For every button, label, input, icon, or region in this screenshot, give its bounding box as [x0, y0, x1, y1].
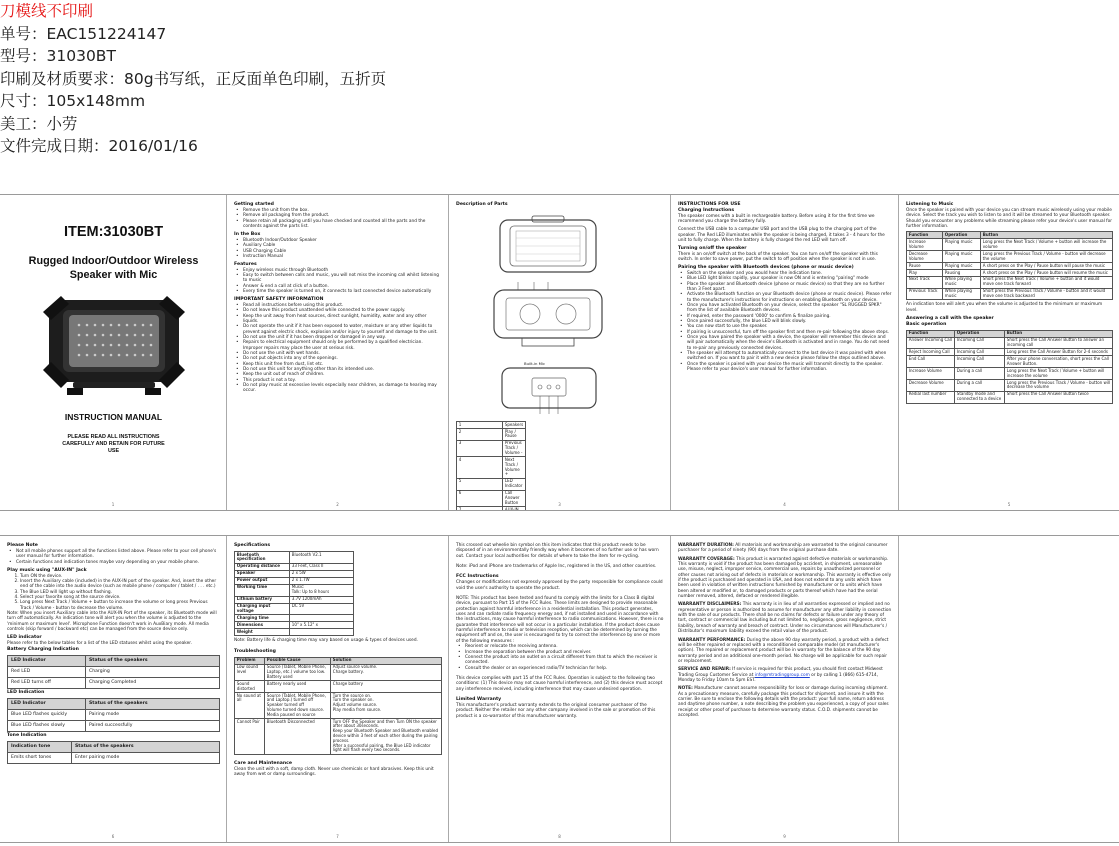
- music-controls-table: Function Operation Button Increase Volume Playing music Long press the Next Track / Volume + button will increase the volume Decrease Volume Playing music Long press the Previous Track / Volume - button will decrease the volume Pause Playing music A short press on the Play / Pause button will pause the music Play Pausing A short press on the Play / Pause button will resume the music Next Track While playing music Short press the Next Track / Volume + button and it would move one track forward Previous Track While playing music Short press the Previous Track / Volume - button and it would move one track backward: [906, 231, 1113, 300]
- list-item: • Every time the speaker is turned on, it connects to last connected device automatically: [234, 289, 442, 294]
- specifications-panel: [226, 536, 448, 842]
- list-item: • Do not play music at excessive levels especially near children, as damage to hearing may occur.: [234, 383, 442, 394]
- led-indication-table: LED Indicator Status of the speakers Blue LED flashes quickly Pairing mode Blue LED flashes slowly Paired successfully: [7, 698, 220, 732]
- section-heading: Care and Maintenance: [234, 760, 293, 766]
- list-item: • USB Charging Cable: [234, 249, 442, 254]
- table-row: Previous Track While playing music Short press the Previous Track / Volume - button and it would move one track backward: [907, 288, 1113, 300]
- table-row: Speaker 2 x 5W: [235, 570, 354, 577]
- table-row: Charging time: [235, 615, 354, 622]
- order-info-header: [0, 0, 480, 158]
- table-row: Sound distorted Battery nearly used Charge battery: [235, 681, 442, 693]
- list-item: • Once you have paired the speaker with a device, the speaker will remember this device and will pair automatically when the device's Bluetooth is activated and in range. You do not need to re-pair any previously connected devices.: [678, 335, 892, 351]
- cover-panel: [0, 195, 226, 510]
- list-item: • The speaker will attempt to automatically connect to the last device it was paired with when switched on. If you want to pair it with a new device please follow the steps outlined above.: [678, 351, 892, 362]
- table-row: End Call Incoming Call After your phone conversation, short press the Call Answer Button.: [907, 356, 1113, 368]
- table-row: Next Track While playing music Short press the Next Track / Volume + button and it would move one track forward: [907, 276, 1113, 288]
- paragraph: Note: When you insert Auxiliary cable into the AUX-IN Port of the speaker, its Bluetooth mode will turn off automatically. An indication tone will alert you when the volume is adjusted to the 'minimum or maximum level'. Microphone Function doesn't work in AuxBiary mode. All media controls (skip forward / backward etc) can be managed from the source device only.: [7, 610, 217, 632]
- section-heading: Tone Indication: [7, 733, 47, 739]
- section-heading: Answering a call with the speaker: [906, 315, 994, 321]
- speaker-product-image: [39, 292, 189, 398]
- table-row: Decrease Volume Playing music Long press the Previous Track / Volume - button will decrease the volume: [907, 251, 1113, 263]
- paragraph: Note: Battery life & charging time may vary based on usage & types of devices used.: [234, 638, 418, 644]
- list-item: 1. Turn ON the device.: [20, 574, 220, 579]
- list-item: • Instruction Manual: [234, 254, 442, 259]
- table-row: Red LED turns off Charging Completed: [8, 678, 220, 689]
- list-item: • Do not put objects into any of the openings.: [234, 356, 442, 361]
- warranty-disclaimers: WARRANTY DISCLAIMERS: This warranty is in lieu of all warranties expressed or implied and no representative or person is authorized to assume for manufacturer any other liability in connection with the sale of our products. There shall be no claims for defects or failure under any theory of tort, contract or commercial law including but not limited to, negligence, gross negligence, strict liability, breach of warranty and breach of contract. Under no circumstances will Manufacturer's / Distributor's maximum liability exceed the retail value of the product.: [678, 602, 892, 635]
- list-item: • If pairing is unsuccessful, turn off the speaker first and then re-pair following the above steps.: [678, 330, 892, 335]
- list-item: • This product is not a toy.: [234, 378, 442, 383]
- list-item: • If required, enter the password '0000' to confirm & finalize pairing.: [678, 314, 892, 319]
- list-item: • Do not use the unit with wet hands.: [234, 351, 442, 356]
- paragraph: Clean the unit with a soft, damp cloth. Never use chemicals or hard abrasives. Keep this unit away from wet or damp surroundings.: [234, 766, 434, 778]
- fcc-panel: [448, 536, 670, 842]
- list-item: • Auxiliary Cable: [234, 243, 442, 248]
- section-heading: Description of Parts: [456, 202, 508, 207]
- table-row: Increase Volume Playing music Long press the Next Track / Volume + button will increase the volume: [907, 239, 1113, 251]
- list-item: • Once the speaker is paired with your device the music will transmit directly to the speaker. Please refer to your device's user manual for further information.: [678, 362, 892, 373]
- list-item: • Blue LED light blinks rapidly, your speaker is now ON and is entering "pairing" mode: [678, 276, 892, 281]
- built-in-mic-label: Built-in Mic: [524, 361, 546, 366]
- paragraph: The speaker comes with a built in rechargeable battery. Before using it for the first time we recommend you charge the battery fully.: [678, 214, 875, 225]
- list-item: 2. Insert the Auxiliary cable (included) in the AUX-IN port of the speaker. And, insert the other end of the cable into the audio device (such as mobile phone / computer / tablet / . . . etc.): [20, 579, 220, 590]
- header-line: 文件完成日期：2016/01/16: [0, 137, 198, 155]
- table-row: Pause Playing music A short press on the Play / Pause button will pause the music: [907, 262, 1113, 269]
- paragraph: There is an on/off switch at the back of the speaker. You can turn on/off the speaker with this switch. In order to save power, put the switch to off position when the speaker is not in use.: [678, 251, 878, 263]
- parts-panel: [448, 195, 670, 510]
- page-number: 2: [336, 502, 339, 507]
- warranty-panel: [670, 536, 898, 842]
- table-row: Decrease Volume During a call Long press the Previous Track / Volume - button will decrease the volume: [907, 379, 1113, 391]
- section-heading: Charging Instructions: [678, 208, 735, 213]
- list-item: • Keep the unit away from heat sources, direct sunlight, humidity, water and any other liquids.: [234, 314, 442, 325]
- section-heading: Pairing the speaker with Bluetooth devices (phone or music device): [678, 264, 854, 270]
- section-heading: Play music using "AUX-IN" Jack: [7, 567, 87, 573]
- list-item: • Do not operate the unit if it has been exposed to water, moisture or any other liquids to prevent against electric shock, explosion and/or injury to yourself and damage to the unit.: [234, 324, 442, 335]
- speaker-front-diagram: [488, 280, 608, 350]
- table-row: Dimensions 10" x 5.12" x: [235, 622, 354, 629]
- shipping-note: NOTE: Manufacturer cannot assume responsibility for loss or damage during incoming shipment. As a precautionary measure, carefully package this product for shipment, and insure it with the carrier. Be sure to enclose the following details with the product: your full name, return address and daytime phone number, a note describing the problem you experienced, a copy of your sales receipt or other proof of purchase to determine warranty status. C.O.D. shipments cannot be accepted.: [678, 686, 889, 718]
- table-row: Bluetooth specification Bluetooth V2.1: [235, 552, 354, 564]
- parts-table: 1 Speakers 2 Play / Pause 3 Previous Track / Volume - 4 Next Track / Volume + 5 LED Indicator 6 Call Answer Button 7 AUX-IN: [456, 421, 526, 510]
- list-item: • Remove all packaging from the product.: [234, 213, 442, 218]
- blank-panel: [898, 536, 1119, 842]
- product-name: Rugged Indoor/Outdoor Wireless Speaker with Mic: [28, 255, 199, 281]
- list-item: • Read all instructions before using this product.: [234, 303, 442, 308]
- section-heading: Limited Warranty: [456, 696, 502, 702]
- paragraph: Please refer to the below tables for a list of the LED statuses whilst using the speaker.: [7, 640, 192, 646]
- list-item: • Connect the product into an outlet on a circuit different from that to which the receiver is connected.: [456, 655, 664, 666]
- service-and-repair: SERVICE AND REPAIR: If service is required for this product, you should first contact Midwest Trading Group Customer Service at info@mtradinggroup.com or by calling 1 (866) 615-4714, Monday to Friday 10am to 5pm EST.: [678, 667, 883, 683]
- read-notice: PLEASE READ ALL INSTRUCTIONS CAREFULLY AND RETAIN FOR FUTURE USE: [62, 434, 165, 454]
- paragraph: This device complies with part 15 of the FCC Rules. Operation is subject to the following two conditions: (1) This device may not cause harmful interference, and (2) this device must accept any interference received, including interference that may cause undesired operation.: [456, 675, 663, 692]
- section-heading: Specifications: [234, 543, 271, 548]
- list-item: • Remove the unit from the box.: [234, 208, 442, 213]
- header-line: 美工：小劳: [0, 114, 78, 133]
- item-number: ITEM:31030BT: [63, 224, 164, 240]
- list-item: • Bluetooth Indoor/Outdoor Speaker: [234, 238, 442, 243]
- paragraph: Connect the USB cable to a computer USB port and the USB plug to the charging port of the speaker. The Red LED illuminates while the speaker is being charged, it takes 3 - 4 hours for the unit to fully charge. When the battery is fully charged the red LED will turn off.: [678, 227, 885, 243]
- table-row: Power output 2 x 1.7W: [235, 577, 354, 584]
- list-item: • Certain functions and indication tones maybe vary depending on your mobile phone.: [7, 560, 220, 565]
- section-heading: Troubleshooting: [234, 648, 276, 654]
- table-row: Increase Volume During a call Long press the Next Track / Volume + button will increase the volume: [907, 368, 1113, 380]
- back-side-row: [0, 535, 1119, 843]
- specifications-table: [234, 551, 354, 636]
- page-number: 5: [1007, 502, 1011, 507]
- list-item: • Reorient or relocate the receiving antenna.: [456, 644, 664, 649]
- speaker-back-diagram: [494, 360, 604, 420]
- table-row: Weight: [235, 629, 354, 636]
- paragraph: This crossed out wheelie bin symbol on this item indicates that this product needs to be disposed of in an environmentally friendly way when it becomes of no further use or has worn out. Contact your local authorities for details of where to take the item for re-cycling.: [456, 543, 659, 559]
- troubleshooting-table: Problem Possible Cause Solution Low sound level Source (Tablet, Mobile Phone, Laptop, etc.) volume too low. Battery used Adjust source volume. Charge battery. Sound distorted Battery nearly used Charge battery No sound at all Source (Tablet, Mobile Phone, and Laptop.) turned off Speaker turned off Volume turned down source. Media paused on source Turn the source on. Turn the speaker on. Adjust volume source. Play media from source. Cannot Pair Bluetooth Disconnected Turn OFF the Speaker and then Turn ON the speaker after about 30seconds. Keep your Bluetooth Speaker and Bluetooth enabled device within 3 feet of each other during the pairing process. After a successful pairing, the Blue LED indicator light will flash every two seconds.: [234, 657, 442, 755]
- section-heading: LED Indication: [7, 690, 45, 696]
- getting-started-panel: [226, 195, 448, 510]
- list-item: • Do not use the unit if it has been dropped or damaged in any way.: [234, 335, 442, 340]
- page-number: 3: [558, 502, 561, 507]
- table-row: Operating distance 33 Feet, Class II: [235, 563, 354, 570]
- list-item: • Repairs to electrical equipment should only be performed by a qualified electrician. Improper repairs may place the user at serious risk.: [234, 340, 442, 351]
- table-row: Blue LED flashes quickly Pairing mode: [8, 710, 220, 721]
- instructions-panel: [670, 195, 898, 510]
- page-number: 1: [111, 502, 115, 507]
- section-heading: Listening to Music: [906, 202, 954, 207]
- list-item: • Please retain all packaging until you have checked and counted all the parts and the contents against the parts list.: [234, 219, 442, 230]
- table-row: Reject Incoming Call Incoming Call Long press the Call Answer Button for 2-4 seconds: [907, 349, 1113, 356]
- list-item: • Do not use this unit for anything other than its intended use.: [234, 367, 442, 372]
- paragraph: Changes or modifications not expressly approved by the party responsible for compliance could void the user's authority to operate the product.: [456, 580, 663, 591]
- table-row: Emits short tones Enter pairing mode: [8, 753, 220, 764]
- section-heading: IMPORTANT SAFETY INFORMATION: [234, 296, 324, 302]
- table-row: Working time Music: Talk: Up to 8 hours: [235, 584, 354, 596]
- table-row: Cannot Pair Bluetooth Disconnected Turn OFF the Speaker and then Turn ON the speaker after about 30seconds. Keep your Bluetooth Speaker and Bluetooth enabled device within 3 feet of each other during the pairing process. After a successful pairing, the Blue LED indicator light will flash every two seconds.: [235, 719, 442, 755]
- section-heading: LED indicator: [7, 634, 42, 640]
- page-number: 9: [783, 834, 786, 839]
- front-side-row: [0, 194, 1119, 511]
- list-item: • Keep the unit out of reach of children.: [234, 372, 442, 377]
- paragraph: Note: iPod and iPhone are trademarks of Apple Inc, registered in the US, and other countries.: [456, 564, 657, 570]
- list-item: 5. Long press Next Track / Volume + button to increase the volume or long press Previous Track / Volume - button to decrease the volume.: [20, 600, 220, 611]
- notes-led-panel: [0, 536, 226, 842]
- instruction-manual-label: INSTRUCTION MANUAL: [64, 412, 163, 422]
- paragraph: Once the speaker is paired with your device you can stream music wirelessly using your mobile device. Select the track you wish to listen to and it will be streamed to your Bluetooth speaker. Should you encounter any problems while streaming please refer your device's user manual for further information.: [906, 208, 1113, 230]
- list-item: • Enjoy wireless music through Bluetooth: [234, 268, 442, 273]
- page-number: 7: [336, 834, 339, 839]
- list-item: • Easy to switch between calls and music, you will not miss the incoming call whilst listening to music: [234, 273, 442, 284]
- built-in-mic-callout: [524, 350, 564, 366]
- table-row: Charging input voltage DC 5V: [235, 603, 354, 615]
- list-item: • Switch on the speaker and you would hear the indication tone.: [678, 271, 892, 276]
- section-heading: In the Box: [234, 231, 261, 237]
- list-item: • Answer & end a call at click of a button.: [234, 284, 442, 289]
- list-item: • Not all mobile phones support all the functions listed above. Please refer to your cell phone's user manual for further information.: [7, 549, 220, 560]
- section-heading: FCC Instructions: [456, 574, 499, 580]
- warranty-coverage: WARRANTY COVERAGE: This product is warranted against defective materials or workmanship. This warranty is void if the product has been damaged by accident, in shipment, unreasonable use, misuse, neglect, improper service, commercial use, repairs by unauthorized personnel or other causes not arising out of defects in materials or workmanship. This warranty is effective only if the product is purchased and operated in USA, and does not extend to any units which have been used in violation of written instructions furnished by manufacturer or to units which have been altered or modified or, to damaged products or parts thereof which have had the serial number removed, altered, defaced or rendered illegible.: [678, 556, 892, 600]
- support-email-link[interactable]: info@mtradinggroup.com: [754, 672, 810, 678]
- section-heading: Turning on/off the speaker: [678, 245, 747, 251]
- list-item: • Once paired successfully, the blue LED will blink slowly.: [678, 319, 892, 324]
- list-item: • You can now start to use the speaker.: [678, 324, 892, 329]
- table-row: Red LED Charging: [8, 667, 220, 678]
- section-heading: Features: [234, 261, 257, 267]
- paragraph: NOTE: This product has been tested and found to comply with the limits for a Class B digital device, pursuant to Part 15 of the FCC Rules. These limits are designed to provide reasonable protection against harmful interference in a residential installation. This product generates, uses and can radiate radio frequency energy and, if not installed and used in accordance with the instructions, may cause harmful interference to radio communications. However, there is no guarantee that interference will not occur in a particular installation. If the product does cause harmful interference to radio or television reception, which can be determined by turning the equipment off and on, the user is encouraged to try to correct the interference by one or more of the following measures :: [456, 596, 664, 644]
- paragraph: An indication tone will alert you when the volume is adjusted to the minimum or maximum level.: [906, 302, 1103, 313]
- music-panel: [898, 195, 1119, 510]
- section-heading: INSTRUCTIONS FOR USE: [678, 202, 741, 207]
- warranty-performance: WARRANTY PERFORMANCE: During the above 90 day warranty period, a product with a defect will be either repaired or replaced with a reconditioned comparable model (at manufacturer's option). The repaired or replacement product will be in warranty for the balance of the 90 day warranty period and an additional one-month period. No charge will be applicable for such repair or replacement.: [678, 637, 889, 664]
- list-item: • Keep this unit free from dust, lint etc.: [234, 362, 442, 367]
- table-row: No sound at all Source (Tablet, Mobile Phone, and Laptop.) turned off Speaker turned off Volume turned down source. Media paused on source Turn the source on. Turn the speaker on. Adjust volume source. Play media from source.: [235, 692, 442, 718]
- header-line: 尺寸：105x148mm: [0, 92, 146, 110]
- list-item: • Increase the separation between the product and receiver.: [456, 650, 664, 655]
- table-row: Redial last number Standby mode and connected to a device Short press the Call Answer Button twice: [907, 391, 1113, 403]
- speaker-top-diagram: [496, 214, 600, 276]
- page-number: 8: [558, 834, 561, 839]
- list-item: • Once you have activated Bluetooth on your device, select the speaker "SL RUGGED SPKR" from the list of available Bluetooth devices.: [678, 303, 892, 314]
- list-item: 3. The Blue LED will light up without flashing.: [20, 590, 220, 595]
- call-controls-table: Function Operation Button Answer Incoming Call Incoming Call Short press the Call Answer Button to answer an incoming call Reject Incoming Call Incoming Call Long press the Call Answer Button for 2-4 seconds End Call Incoming Call After your phone conversation, short press the Call Answer Button. Increase Volume During a call Long press the Next Track / Volume + button will increase the volume Decrease Volume During a call Long press the Previous Track / Volume - button will decrease the volume Redial last number Standby mode and connected to a device Short press the Call Answer Button twice: [906, 330, 1113, 404]
- section-heading: Basic operation: [906, 321, 947, 327]
- table-row: Lithium battery 3.7V 1200mAh: [235, 596, 354, 603]
- table-row: Blue LED flashes slowly Paired successfully: [8, 721, 220, 732]
- header-line: 单号：EAC151224147: [0, 24, 167, 43]
- paragraph: This manufacturer's product warranty extends to the original consumer purchaser of the product. Neither the retailer nor any other company involved in the sale or promotion of this product is a co-warrantor of this manufacturer warranty.: [456, 702, 656, 719]
- table-row: Play Pausing A short press on the Play / Pause button will resume the music: [907, 269, 1113, 276]
- header-line: 型号：31030BT: [0, 47, 116, 65]
- page-number: 4: [783, 502, 786, 507]
- list-item: • Place the speaker and Bluetooth device (phone or music device) so that they are no further than 3 Feet apart.: [678, 282, 892, 293]
- list-item: • Consult the dealer or an experienced radio/TV technician for help.: [456, 666, 664, 671]
- list-item: • Activate the Bluetooth function on your Bluetooth device (phone or music device). Please refer to the manufacturer's instructions for instructions on enabling Bluetooth on your device.: [678, 292, 892, 303]
- tone-indication-table: Indication tone Status of the speakers Emits short tones Enter pairing mode: [7, 741, 220, 764]
- battery-charging-table: LED Indicator Status of the speakers Red LED Charging Red LED turns off Charging Completed: [7, 655, 220, 689]
- header-line: 刀模线不印刷: [0, 2, 94, 20]
- table-row: Answer Incoming Call Incoming Call Short press the Call Answer Button to answer an incoming call: [907, 337, 1113, 349]
- warranty-duration: WARRANTY DURATION: All materials and workmanship are warranted to the original consumer purchaser for a period of ninety (90) days from the original purchase date.: [678, 543, 888, 554]
- list-item: • Do not leave this product unattended while connected to the power supply.: [234, 308, 442, 313]
- header-line: 印刷及材质要求：80g书写纸，正反面单色印刷，五折页: [0, 69, 387, 88]
- table-row: Low sound level Source (Tablet, Mobile Phone, Laptop, etc.) volume too low. Battery used Adjust source volume. Charge battery.: [235, 664, 442, 681]
- section-heading: Battery Charging Indication: [7, 647, 79, 653]
- section-heading: Please Note: [7, 543, 38, 548]
- page-number: 6: [111, 834, 115, 839]
- section-heading: Getting started: [234, 202, 274, 207]
- list-item: 4. Select your favorite song at the source device.: [20, 595, 220, 600]
